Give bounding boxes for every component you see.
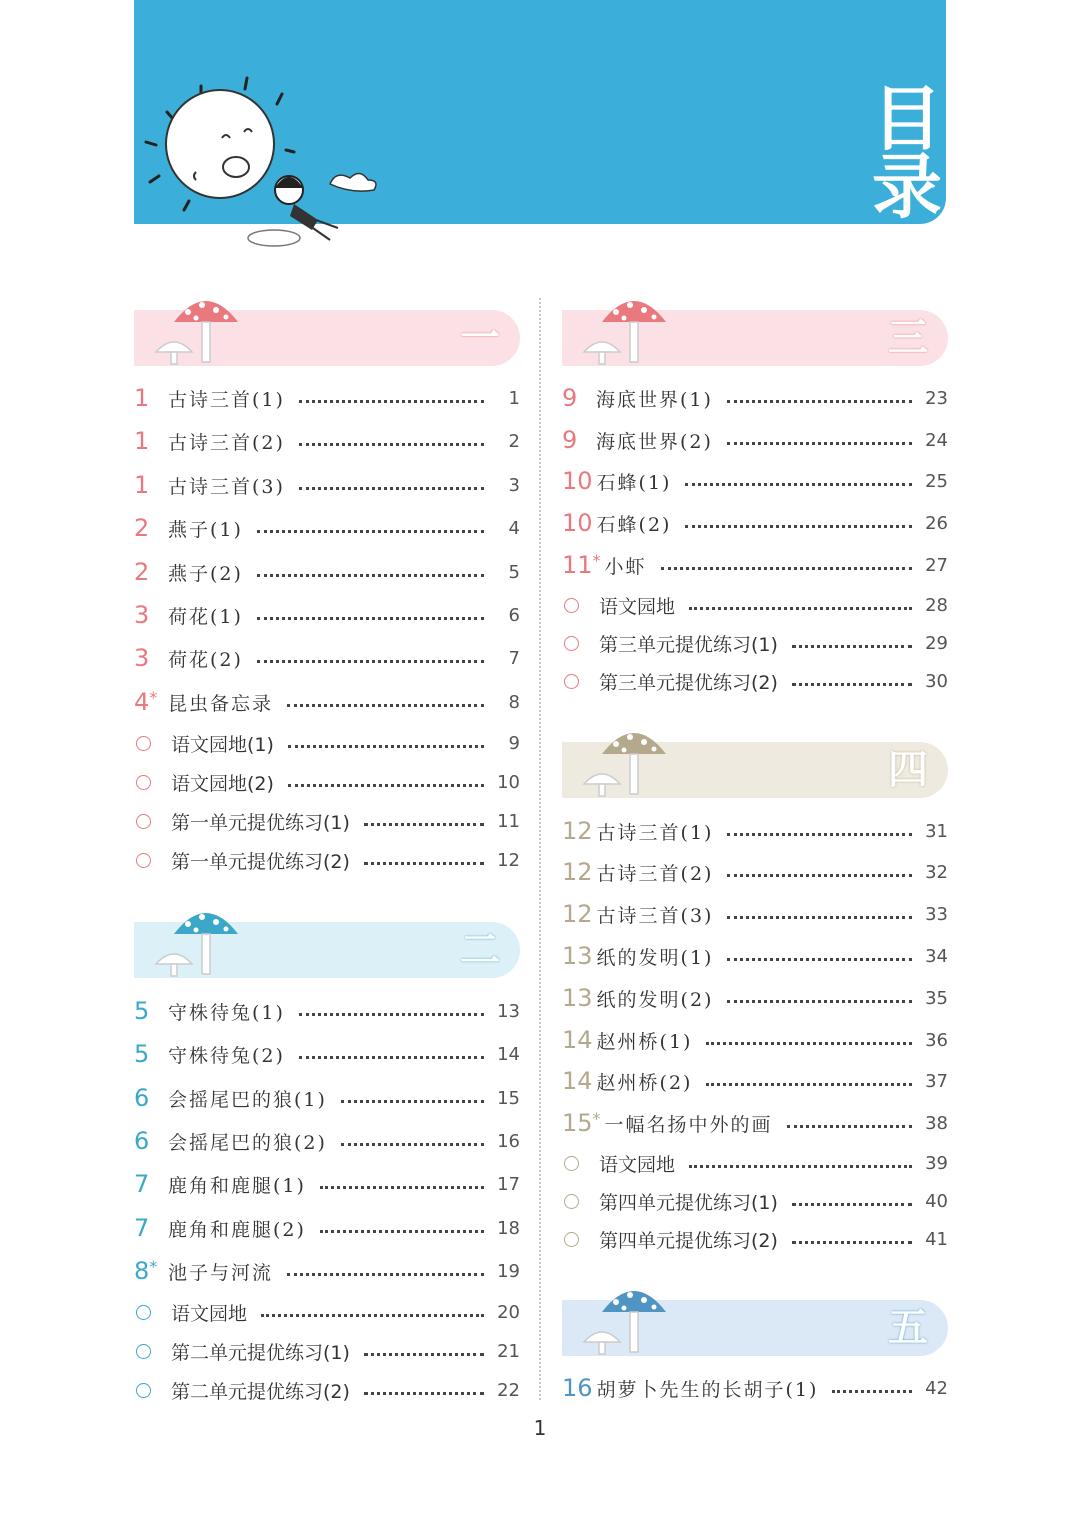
toc-entry[interactable] (134, 1080, 520, 1116)
unit-header (562, 1300, 948, 1356)
entry-title: 荷花(2) (168, 648, 243, 671)
dot-leader (299, 400, 484, 403)
entry-title: 海底世界(1) (596, 388, 713, 411)
lesson-number: 6 (134, 1084, 150, 1112)
dot-leader (727, 400, 912, 403)
page-ref: 3 (508, 474, 520, 496)
dot-leader (341, 1143, 484, 1146)
toc-entry[interactable] (134, 993, 520, 1029)
toc-entry[interactable] (134, 1294, 520, 1330)
page-ref: 2 (508, 430, 520, 452)
toc-entry[interactable] (134, 554, 520, 590)
page-ref: 26 (925, 512, 948, 534)
dot-leader (727, 833, 912, 836)
lesson-number: 7 (134, 1170, 150, 1198)
page-ref: 9 (508, 732, 520, 754)
page-ref: 36 (925, 1029, 948, 1051)
dot-leader (727, 874, 912, 877)
entry-title: 鹿角和鹿腿(2) (168, 1218, 306, 1241)
lesson-number: 9 (562, 426, 578, 454)
dot-leader (287, 1273, 484, 1276)
dot-leader (364, 1353, 484, 1356)
page-ref: 41 (925, 1228, 948, 1250)
lesson-number: 2 (134, 558, 150, 586)
dot-leader (685, 483, 912, 486)
mushroom-icon (574, 290, 674, 366)
page-ref: 10 (497, 771, 520, 793)
toc-entry[interactable] (562, 547, 948, 583)
lesson-number: 13 (562, 942, 593, 970)
entry-title: 守株待兔(2) (168, 1044, 285, 1067)
mushroom-icon (574, 1280, 674, 1356)
toc-entry[interactable] (134, 684, 520, 720)
entry-title: 古诗三首(3) (596, 904, 714, 927)
entry-title: 语文园地 (171, 1302, 248, 1325)
toc-entry[interactable] (134, 510, 520, 546)
toc-entry[interactable] (134, 842, 520, 878)
entry-title: 赵州桥(2) (596, 1071, 693, 1094)
toc-entry[interactable] (134, 1123, 520, 1159)
dot-leader (320, 1186, 484, 1189)
toc-entry[interactable] (562, 1105, 948, 1141)
toc-entry[interactable] (562, 813, 948, 849)
lesson-number: 5 (134, 997, 150, 1025)
unit-number: 四 (888, 747, 928, 793)
toc-entry[interactable] (562, 625, 948, 661)
dot-leader (299, 487, 484, 490)
lesson-number: 12 (562, 858, 593, 886)
dot-leader (661, 567, 912, 570)
mushroom-icon (146, 902, 246, 978)
entry-title: 会摇尾巴的狼(1) (168, 1088, 327, 1111)
dot-leader (792, 645, 912, 648)
unit-header (562, 742, 948, 798)
toc-entry[interactable] (134, 1372, 520, 1408)
page-ref: 30 (925, 670, 948, 692)
dot-leader (364, 823, 484, 826)
entry-title: 石蜂(1) (596, 471, 672, 494)
lesson-number: 15* (562, 1109, 601, 1137)
dot-leader (832, 1390, 912, 1393)
toc-entry[interactable] (134, 1333, 520, 1369)
entry-title: 荷花(1) (168, 605, 243, 628)
toc-entry[interactable] (562, 1221, 948, 1257)
entry-title: 池子与河流 (168, 1261, 274, 1284)
dot-leader (689, 1165, 912, 1168)
lesson-number: 14 (562, 1026, 593, 1054)
entry-title: 古诗三首(2) (596, 862, 714, 885)
entry-title: 鹿角和鹿腿(1) (168, 1174, 306, 1197)
lesson-number: 6 (134, 1127, 150, 1155)
entry-title: 古诗三首(2) (168, 431, 285, 454)
entry-title: 语文园地 (599, 1153, 676, 1176)
page-ref: 23 (925, 387, 948, 409)
page-ref: 13 (497, 1000, 520, 1022)
lesson-number: 3 (134, 601, 150, 629)
dot-leader (261, 1314, 484, 1317)
toc-entry[interactable] (134, 597, 520, 633)
dot-leader (685, 525, 912, 528)
dot-leader (299, 443, 484, 446)
page-ref: 31 (925, 820, 948, 842)
page-ref: 21 (497, 1340, 520, 1362)
unit-number: 二 (460, 927, 500, 973)
lesson-number: 9 (562, 384, 578, 412)
title-char-2: 录 (872, 146, 942, 228)
circle-bullet-icon (136, 1305, 151, 1320)
unit-header (134, 922, 520, 978)
page-ref: 42 (925, 1377, 948, 1399)
page-ref: 39 (925, 1152, 948, 1174)
title-char-1: 目 (872, 78, 942, 160)
entry-title: 赵州桥(1) (596, 1030, 693, 1053)
lesson-number: 12 (562, 817, 593, 845)
dot-leader (706, 1042, 912, 1045)
entry-title: 语文园地 (599, 595, 676, 618)
toc-entry[interactable] (562, 463, 948, 499)
toc-entry[interactable] (562, 1370, 948, 1406)
dot-leader (288, 784, 484, 787)
entry-title: 第三单元提优练习(1) (599, 633, 778, 656)
unit-header (562, 310, 948, 366)
toc-entry[interactable] (562, 663, 948, 699)
dot-leader (287, 704, 484, 707)
page-number: 1 (533, 1416, 547, 1440)
mushroom-icon (574, 722, 674, 798)
page-ref: 34 (925, 945, 948, 967)
dot-leader (727, 442, 912, 445)
page-ref: 4 (508, 517, 520, 539)
toc-entry[interactable] (562, 1063, 948, 1099)
unit-header (134, 310, 520, 366)
entry-title: 语文园地(2) (171, 772, 274, 795)
unit-number: 一 (460, 315, 500, 361)
lesson-number: 2 (134, 514, 150, 542)
page-ref: 20 (497, 1301, 520, 1323)
page-ref: 8 (508, 691, 520, 713)
lesson-number: 3 (134, 644, 150, 672)
entry-title: 纸的发明(2) (596, 988, 714, 1011)
dot-leader (689, 607, 912, 610)
page-ref: 28 (925, 594, 948, 616)
page-ref: 19 (497, 1260, 520, 1282)
dot-leader (341, 1100, 484, 1103)
lesson-number: 4* (134, 688, 158, 716)
lesson-number: 7 (134, 1214, 150, 1242)
dot-leader (364, 862, 484, 865)
optional-star: * (592, 1109, 601, 1128)
toc-entry[interactable] (134, 764, 520, 800)
lesson-number: 1 (134, 427, 150, 455)
circle-bullet-icon (136, 1344, 151, 1359)
entry-title: 海底世界(2) (596, 430, 713, 453)
dot-leader (299, 1056, 484, 1059)
entry-title: 语文园地(1) (171, 733, 274, 756)
circle-bullet-icon (564, 674, 579, 689)
lesson-number: 14 (562, 1067, 593, 1095)
page-ref: 38 (925, 1112, 948, 1134)
page-ref: 17 (497, 1173, 520, 1195)
page-ref: 24 (925, 429, 948, 451)
page-ref: 25 (925, 470, 948, 492)
page-ref: 6 (508, 604, 520, 626)
dot-leader (792, 683, 912, 686)
dot-leader (792, 1241, 912, 1244)
toc-entry[interactable] (134, 1036, 520, 1072)
page-ref: 40 (925, 1190, 948, 1212)
unit-number: 五 (888, 1305, 928, 1351)
lesson-number: 5 (134, 1040, 150, 1068)
toc-entry[interactable] (562, 380, 948, 416)
toc-entry[interactable] (134, 725, 520, 761)
entry-title: 第四单元提优练习(1) (599, 1191, 778, 1214)
page-ref: 14 (497, 1043, 520, 1065)
entry-title: 古诗三首(1) (596, 821, 714, 844)
toc-entry[interactable] (134, 380, 520, 416)
lesson-number: 12 (562, 900, 593, 928)
page-ref: 37 (925, 1070, 948, 1092)
circle-bullet-icon (564, 1232, 579, 1247)
page-ref: 22 (497, 1379, 520, 1401)
toc-entry[interactable] (134, 803, 520, 839)
column-divider (539, 298, 541, 1400)
entry-title: 古诗三首(3) (168, 475, 285, 498)
entry-title: 小虾 (604, 555, 647, 578)
lesson-number: 10 (562, 467, 593, 495)
toc-entry[interactable] (562, 1022, 948, 1058)
entry-title: 昆虫备忘录 (168, 692, 274, 715)
dot-leader (257, 660, 484, 663)
circle-bullet-icon (564, 1194, 579, 1209)
dot-leader (792, 1203, 912, 1206)
entry-title: 燕子(2) (168, 562, 243, 585)
toc-entry[interactable] (562, 587, 948, 623)
entry-title: 会摇尾巴的狼(2) (168, 1131, 327, 1154)
entry-title: 第四单元提优练习(2) (599, 1229, 778, 1252)
circle-bullet-icon (136, 736, 151, 751)
circle-bullet-icon (136, 853, 151, 868)
dot-leader (727, 916, 912, 919)
page-ref: 32 (925, 861, 948, 883)
dot-leader (257, 617, 484, 620)
entry-title: 第一单元提优练习(1) (171, 811, 350, 834)
optional-star: * (149, 1257, 158, 1276)
toc-entry[interactable] (134, 1253, 520, 1289)
toc-entry[interactable] (562, 1145, 948, 1181)
toc-entry[interactable] (134, 467, 520, 503)
page-ref: 33 (925, 903, 948, 925)
dot-leader (727, 958, 912, 961)
toc-entry[interactable] (562, 1183, 948, 1219)
circle-bullet-icon (136, 814, 151, 829)
entry-title: 石蜂(2) (596, 513, 672, 536)
entry-title: 第一单元提优练习(2) (171, 850, 350, 873)
entry-title: 第二单元提优练习(1) (171, 1341, 350, 1364)
circle-bullet-icon (564, 636, 579, 651)
lesson-number: 1 (134, 471, 150, 499)
dot-leader (706, 1083, 912, 1086)
dot-leader (320, 1230, 484, 1233)
dot-leader (288, 745, 484, 748)
circle-bullet-icon (564, 1156, 579, 1171)
page-ref: 18 (497, 1217, 520, 1239)
dot-leader (257, 574, 484, 577)
dot-leader (299, 1013, 484, 1016)
optional-star: * (592, 551, 601, 570)
unit-number: 三 (888, 315, 928, 361)
toc-entry[interactable] (562, 505, 948, 541)
toc-entry[interactable] (134, 1210, 520, 1246)
page-ref: 1 (508, 387, 520, 409)
page-ref: 7 (508, 647, 520, 669)
page-ref: 12 (497, 849, 520, 871)
mushroom-icon (146, 290, 246, 366)
page-ref: 35 (925, 987, 948, 1009)
entry-title: 胡萝卜先生的长胡子(1) (596, 1378, 819, 1401)
entry-title: 一幅名扬中外的画 (604, 1113, 773, 1136)
lesson-number: 16 (562, 1374, 593, 1402)
page-ref: 27 (925, 554, 948, 576)
page-ref: 29 (925, 632, 948, 654)
lesson-number: 10 (562, 509, 593, 537)
toc-entry[interactable] (562, 896, 948, 932)
lesson-number: 11* (562, 551, 601, 579)
toc-entry[interactable] (134, 640, 520, 676)
page-ref: 5 (508, 561, 520, 583)
page-ref: 11 (497, 810, 520, 832)
dot-leader (787, 1125, 912, 1128)
dot-leader (727, 1000, 912, 1003)
entry-title: 纸的发明(1) (596, 946, 714, 969)
circle-bullet-icon (136, 775, 151, 790)
toc-entry[interactable] (562, 422, 948, 458)
page-ref: 15 (497, 1087, 520, 1109)
toc-entry[interactable] (562, 854, 948, 890)
toc-entry[interactable] (562, 980, 948, 1016)
entry-title: 燕子(1) (168, 518, 243, 541)
circle-bullet-icon (136, 1383, 151, 1398)
lesson-number: 8* (134, 1257, 158, 1285)
entry-title: 守株待兔(1) (168, 1001, 285, 1024)
lesson-number: 1 (134, 384, 150, 412)
toc-entry[interactable] (134, 423, 520, 459)
toc-entry[interactable] (134, 1166, 520, 1202)
entry-title: 第二单元提优练习(2) (171, 1380, 350, 1403)
circle-bullet-icon (564, 598, 579, 613)
lesson-number: 13 (562, 984, 593, 1012)
entry-title: 第三单元提优练习(2) (599, 671, 778, 694)
entry-title: 古诗三首(1) (168, 388, 285, 411)
page-ref: 16 (497, 1130, 520, 1152)
dot-leader (257, 530, 484, 533)
sun-girl-illustration (134, 60, 414, 250)
optional-star: * (149, 688, 158, 707)
toc-entry[interactable] (562, 938, 948, 974)
dot-leader (364, 1392, 484, 1395)
